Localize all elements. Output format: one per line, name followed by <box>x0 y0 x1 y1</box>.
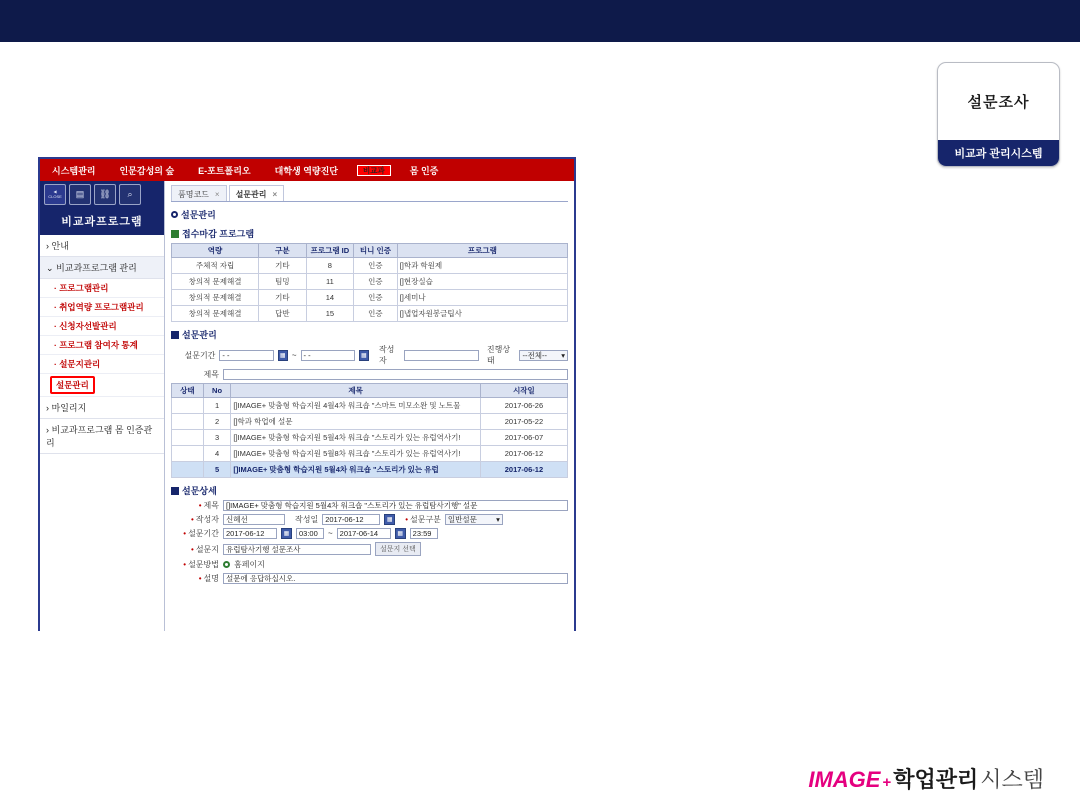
cell-state <box>172 462 204 478</box>
radio-icon[interactable] <box>223 561 230 568</box>
close-icon[interactable]: × <box>214 189 220 199</box>
chevron-down-icon: ▾ <box>561 350 566 360</box>
detail-type-label: • 설문구분 <box>405 514 441 525</box>
survey-period-start-input[interactable]: - - <box>219 350 273 361</box>
table-icon <box>171 230 179 238</box>
survey-writer-label: 작성자 <box>378 345 395 365</box>
col-title: 제목 <box>231 384 481 398</box>
detail-title-input[interactable]: []IMAGE+ 맞춤형 학습지원 5월4차 워크숍 "스토리가 있는 유럽탐사기행" 설문 <box>223 500 568 511</box>
col-competency: 역량 <box>172 244 259 258</box>
section-accept-program <box>171 227 568 240</box>
chevron-right-icon: › <box>46 403 49 413</box>
cell-division: 답반 <box>259 306 307 322</box>
badge-title: 설문조사 <box>967 94 1030 111</box>
sidebar-group-body-cert[interactable]: › 비교과프로그램 몸 인증관리 <box>40 419 164 454</box>
bullet-icon: · <box>54 283 60 293</box>
select-questionnaire-button[interactable]: 설문지 선택 <box>375 542 421 556</box>
detail-desc-input[interactable]: 설문에 응답하십시오. <box>223 573 568 584</box>
date-range-dash: ~ <box>328 529 333 538</box>
sidebar-item-applicant-selection[interactable]: · 신청자선발관리 <box>40 317 164 336</box>
detail-writer-label: • 작성자 <box>171 514 219 525</box>
col-program-id: 프로그램 ID <box>306 244 354 258</box>
close-icon[interactable]: × <box>272 189 278 199</box>
cell-program-id: 8 <box>306 258 354 274</box>
chevron-right-icon: › <box>46 241 49 251</box>
cell-division: 기타 <box>259 290 307 306</box>
table-row[interactable] <box>172 446 568 462</box>
tab-label: 설문관리 <box>235 189 267 199</box>
survey-title-label: 제목 <box>203 370 219 379</box>
chevron-down-icon: ▾ <box>496 515 500 524</box>
select-value: 일반설문 <box>447 515 477 524</box>
col-no: No <box>203 384 231 398</box>
survey-progress-select[interactable] <box>519 350 568 361</box>
col-program: 프로그램 <box>397 244 567 258</box>
table-header-row <box>172 244 568 258</box>
table-row[interactable] <box>172 290 568 306</box>
table-header-row <box>172 384 568 398</box>
sidebar-group-label: 비교과프로그램 관리 <box>56 263 137 273</box>
nav-item-eportfolio[interactable]: E-포트폴리오 <box>198 165 251 176</box>
bullet-icon <box>171 211 178 218</box>
table-row[interactable] <box>172 274 568 290</box>
sidebar-toolbar <box>40 181 164 207</box>
cell-competency: 주체적 자립 <box>172 258 259 274</box>
cell-date: 2017-05-22 <box>480 414 567 430</box>
cell-no: 3 <box>203 430 231 446</box>
calendar-icon[interactable]: ▦ <box>395 528 406 539</box>
detail-method-value: 홈페이지 <box>234 560 265 569</box>
detail-written-input[interactable]: 2017-06-12 <box>322 514 380 525</box>
cell-state <box>172 414 204 430</box>
program-table <box>171 243 568 322</box>
logo-image-text: IMAGE <box>808 767 881 792</box>
sidebar-group-guide[interactable] <box>40 235 164 257</box>
cell-program-id: 14 <box>306 290 354 306</box>
sidebar-group-program-manage[interactable] <box>40 257 164 279</box>
section-survey-manage <box>171 208 568 221</box>
survey-writer-input[interactable] <box>404 350 478 361</box>
clipboard-icon[interactable]: ▤ <box>69 184 91 205</box>
cell-division: 팀밍 <box>259 274 307 290</box>
survey-period-label: 설문기간 <box>184 350 216 360</box>
detail-method-row <box>171 559 568 570</box>
table-icon <box>171 331 179 339</box>
detail-period-label: • 설문기간 <box>171 528 219 539</box>
select-value: --전체-- <box>522 350 547 360</box>
sidebar-item-survey-manage[interactable]: 설문관리 <box>50 376 95 394</box>
search-icon[interactable]: ⌕ <box>119 184 141 205</box>
table-row[interactable] <box>172 414 568 430</box>
calendar-icon[interactable]: ▦ <box>278 350 288 361</box>
cell-title: []IMAGE+ 맞춤형 학습지원 5월4차 워크숍 "스토리가 있는 유럽 <box>231 462 481 478</box>
date-range-dash: ~ <box>291 350 297 360</box>
sidebar-title: 비교과프로그램 <box>40 207 164 235</box>
cell-no: 5 <box>203 462 231 478</box>
cell-date: 2017-06-12 <box>480 462 567 478</box>
cell-program: []현장실습 <box>397 274 567 290</box>
cell-state <box>172 398 204 414</box>
chevron-right-icon: › <box>46 425 49 435</box>
table-row[interactable] <box>172 430 568 446</box>
detail-writer-row <box>171 514 568 525</box>
logo-plus-icon: + <box>882 774 892 791</box>
section-title: 설문관리 <box>181 210 216 220</box>
detail-survey-input[interactable]: 유럽탐사기행 설문조사 <box>223 544 371 555</box>
table-row[interactable] <box>172 306 568 322</box>
detail-title-label: • 제목 <box>171 500 219 511</box>
detail-method-label: • 설문방법 <box>171 559 219 570</box>
calendar-icon[interactable]: ▦ <box>384 514 395 525</box>
col-start-date: 시작일 <box>480 384 567 398</box>
detail-desc-label: • 설명 <box>171 573 219 584</box>
cell-no: 4 <box>203 446 231 462</box>
cell-title: []IMAGE+ 맞춤형 학습지원 5월4차 워크숍 "스토리가 있는 유럽역사기! <box>231 430 481 446</box>
nav-item-competency[interactable]: 대학생 역량진단 <box>274 165 338 176</box>
cell-state <box>172 446 204 462</box>
cell-date: 2017-06-26 <box>480 398 567 414</box>
logo-hak-text: 학업관리 <box>893 767 979 792</box>
cell-date: 2017-06-12 <box>480 446 567 462</box>
link-icon[interactable]: ⛓ <box>94 184 116 205</box>
cell-certification: 인증 <box>354 258 398 274</box>
table-row-selected[interactable] <box>172 462 568 478</box>
sidebar-group-mileage[interactable]: › 마일리지 <box>40 397 164 419</box>
cell-state <box>172 430 204 446</box>
detail-period-start-date[interactable]: 2017-06-12 <box>223 528 277 539</box>
tab-survey-manage[interactable] <box>229 185 285 201</box>
col-state: 상태 <box>172 384 204 398</box>
section-title: 접수마감 프로그램 <box>182 229 255 239</box>
application-window <box>38 157 576 631</box>
survey-search-row <box>171 344 568 366</box>
detail-period-row <box>171 528 568 539</box>
detail-desc-row <box>171 573 568 584</box>
cell-competency: 창의적 문제해결 <box>172 306 259 322</box>
cell-program: []세미나 <box>397 290 567 306</box>
sidebar-item-program-manage[interactable]: · 프로그램관리 <box>40 279 164 298</box>
cell-competency: 창의적 문제해결 <box>172 290 259 306</box>
cell-certification: 인증 <box>354 306 398 322</box>
detail-survey-row <box>171 542 568 556</box>
logo-system-text: 시스템 <box>980 767 1044 792</box>
cell-program: []학과 학원제 <box>397 258 567 274</box>
section-survey-admin <box>171 328 568 341</box>
calendar-icon[interactable]: ▦ <box>359 350 369 361</box>
cell-certification: 인증 <box>354 274 398 290</box>
survey-list-table <box>171 383 568 478</box>
cell-no: 2 <box>203 414 231 430</box>
section-title: 설문상세 <box>182 486 217 496</box>
survey-title-row <box>171 369 568 380</box>
sidebar-item-survey-manage-wrap <box>40 374 164 397</box>
calendar-icon[interactable]: ▦ <box>281 528 292 539</box>
survey-badge <box>937 62 1060 167</box>
nav-item-forest[interactable]: 인문감성의 숲 <box>119 165 175 176</box>
cell-division: 기타 <box>259 258 307 274</box>
tab-label: 품명코드 <box>178 189 209 199</box>
nav-item-body-certification[interactable]: 몸 인증 <box>409 165 439 176</box>
sidebar-item-employment-program[interactable]: · 취업역량 프로그램관리 <box>40 298 164 317</box>
tab-product-code[interactable] <box>171 185 227 201</box>
bullet-icon: · <box>54 340 60 350</box>
close-icon[interactable]: ◀ CLOSE <box>44 184 66 205</box>
cell-title: []IMAGE+ 맞춤형 학습지원 4월4차 워크숍 "스마트 미모소완 및 노트물 <box>231 398 481 414</box>
survey-progress-label: 진행상태 <box>486 345 511 365</box>
cell-competency: 창의적 문제해결 <box>172 274 259 290</box>
top-banner <box>0 0 1080 42</box>
col-division: 구분 <box>259 244 307 258</box>
sidebar-item-questionnaire-manage[interactable]: · 설문지관리 <box>40 355 164 374</box>
detail-writer-input[interactable]: 신혜선 <box>223 514 285 525</box>
bullet-icon: · <box>54 359 60 369</box>
sidebar-item-participant-stats[interactable]: · 프로그램 참여자 통계 <box>40 336 164 355</box>
footer-logo <box>808 763 1044 794</box>
chevron-down-icon: ⌄ <box>46 263 54 273</box>
nav-item-system[interactable]: 시스템관리 <box>52 165 96 176</box>
tab-bar <box>171 185 568 202</box>
bullet-icon: · <box>54 302 60 312</box>
cell-title: []학과 학업에 설문 <box>231 414 481 430</box>
detail-period-end-date[interactable]: 2017-06-14 <box>337 528 391 539</box>
cell-certification: 인증 <box>354 290 398 306</box>
detail-survey-label: • 설문지 <box>171 544 219 555</box>
survey-period-end-input[interactable]: - - <box>301 350 355 361</box>
cell-date: 2017-06-07 <box>480 430 567 446</box>
badge-footer: 비교과 관리시스템 <box>938 140 1059 166</box>
table-row[interactable] <box>172 258 568 274</box>
sidebar <box>40 181 165 631</box>
detail-type-select[interactable] <box>445 514 503 525</box>
section-survey-detail <box>171 484 568 497</box>
detail-period-start-time[interactable]: 03:00 <box>296 528 324 539</box>
table-row[interactable] <box>172 398 568 414</box>
sidebar-group-label: 안내 <box>51 241 69 251</box>
section-title: 설문관리 <box>182 330 217 340</box>
main-navigation <box>40 159 574 181</box>
cell-title: []IMAGE+ 맞춤형 학습지원 5월8차 워크숍 "스토리가 있는 유럽역사기! <box>231 446 481 462</box>
detail-period-end-time[interactable]: 23:59 <box>410 528 438 539</box>
cell-program-id: 15 <box>306 306 354 322</box>
col-certification: 티니 인증 <box>354 244 398 258</box>
bullet-icon: · <box>54 321 60 331</box>
table-icon <box>171 487 179 495</box>
cell-program: []냅업자원봉글팁사 <box>397 306 567 322</box>
detail-written-label: 작성일 <box>295 515 319 524</box>
cell-program-id: 11 <box>306 274 354 290</box>
nav-item-extracurricular[interactable]: 비교과 <box>357 165 391 176</box>
survey-title-input[interactable] <box>223 369 568 380</box>
content-pane <box>165 181 574 631</box>
cell-no: 1 <box>203 398 231 414</box>
detail-title-row <box>171 500 568 511</box>
